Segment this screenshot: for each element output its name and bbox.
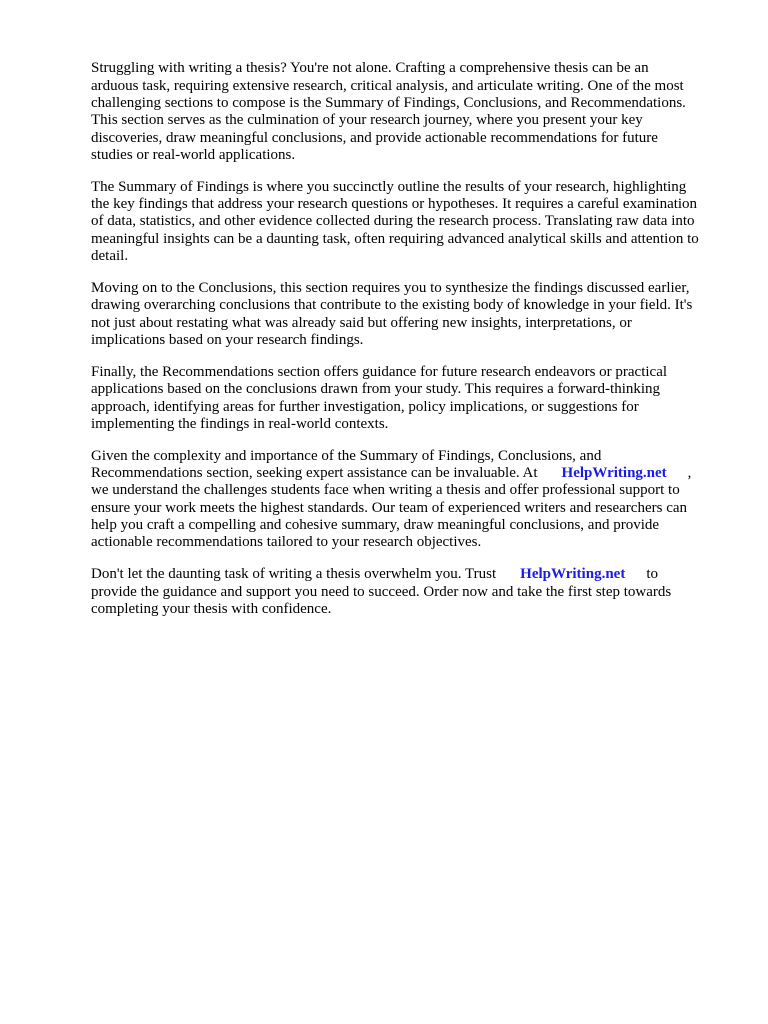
text-line: challenging sections to compose is the Summary of Findings, Conclusions, and Recommendations.	[91, 94, 686, 111]
text-line: implications based on your research findings.	[91, 331, 364, 348]
paragraph-expert-assistance	[91, 448, 751, 552]
text-line: completing your thesis with confidence.	[91, 600, 332, 617]
text-line: provide the guidance and support you need to succeed. Order now and take the first step towards	[91, 583, 672, 600]
text-line: Given the complexity and importance of the Summary of Findings, Conclusions, and	[91, 447, 602, 464]
text-line-with-link	[91, 566, 751, 583]
text-segment: to	[646, 566, 658, 583]
text-line: drawing overarching conclusions that contribute to the existing body of knowledge in your field. It's	[91, 297, 693, 314]
text-line: discoveries, draw meaningful conclusions, and provide actionable recommendations for future	[91, 129, 658, 146]
paragraph-summary-of-findings	[91, 179, 751, 265]
text-line: implementing the findings in real-world contexts.	[91, 415, 389, 432]
helpwriting-link[interactable]: HelpWriting.net	[561, 465, 667, 482]
helpwriting-link[interactable]: HelpWriting.net	[520, 566, 626, 583]
text-line: arduous task, requiring extensive research, critical analysis, and articulate writing. One of the most	[91, 77, 684, 94]
text-line: the key findings that address your research questions or hypotheses. It requires a careful examination	[91, 196, 698, 213]
text-segment: Don't let the daunting task of writing a thesis overwhelm you. Trust	[91, 566, 497, 583]
text-line: studies or real-world applications.	[91, 146, 296, 163]
text-line: actionable recommendations tailored to your research objectives.	[91, 534, 482, 551]
text-line: Moving on to the Conclusions, this section requires you to synthesize the findings discussed earlier,	[91, 280, 690, 297]
text-line: This section serves as the culmination of your research journey, where you present your key	[91, 112, 643, 129]
text-line: meaningful insights can be a daunting task, often requiring advanced analytical skills and attention to	[91, 230, 699, 247]
text-line: help you craft a compelling and cohesive summary, draw meaningful conclusions, and provide	[91, 516, 660, 533]
paragraph-intro	[91, 60, 751, 164]
document-body	[91, 60, 751, 632]
text-line-with-link	[91, 465, 751, 482]
text-line: detail.	[91, 248, 129, 265]
text-line: we understand the challenges students face when writing a thesis and offer professional support to	[91, 482, 680, 499]
text-line: not just about restating what was already said but offering new insights, interpretations, or	[91, 314, 632, 331]
paragraph-conclusions	[91, 280, 751, 349]
text-line: applications based on the conclusions drawn from your study. This requires a forward-thinking	[91, 381, 661, 398]
paragraph-recommendations	[91, 364, 751, 433]
text-line: of data, statistics, and other evidence collected during the research process. Translating raw data into	[91, 213, 695, 230]
text-segment: ,	[687, 465, 692, 482]
text-line: Struggling with writing a thesis? You're not alone. Crafting a comprehensive thesis can be an	[91, 60, 649, 77]
text-line: The Summary of Findings is where you succinctly outline the results of your research, highlighting	[91, 178, 687, 195]
text-line: Finally, the Recommendations section offers guidance for future research endeavors or practical	[91, 363, 668, 380]
text-line: approach, identifying areas for further investigation, policy implications, or suggestions for	[91, 398, 639, 415]
text-line: ensure your work meets the highest standards. Our team of experienced writers and researchers can	[91, 499, 688, 516]
paragraph-call-to-action	[91, 566, 751, 618]
text-segment: Recommendations section, seeking expert assistance can be invaluable. At	[91, 465, 538, 482]
